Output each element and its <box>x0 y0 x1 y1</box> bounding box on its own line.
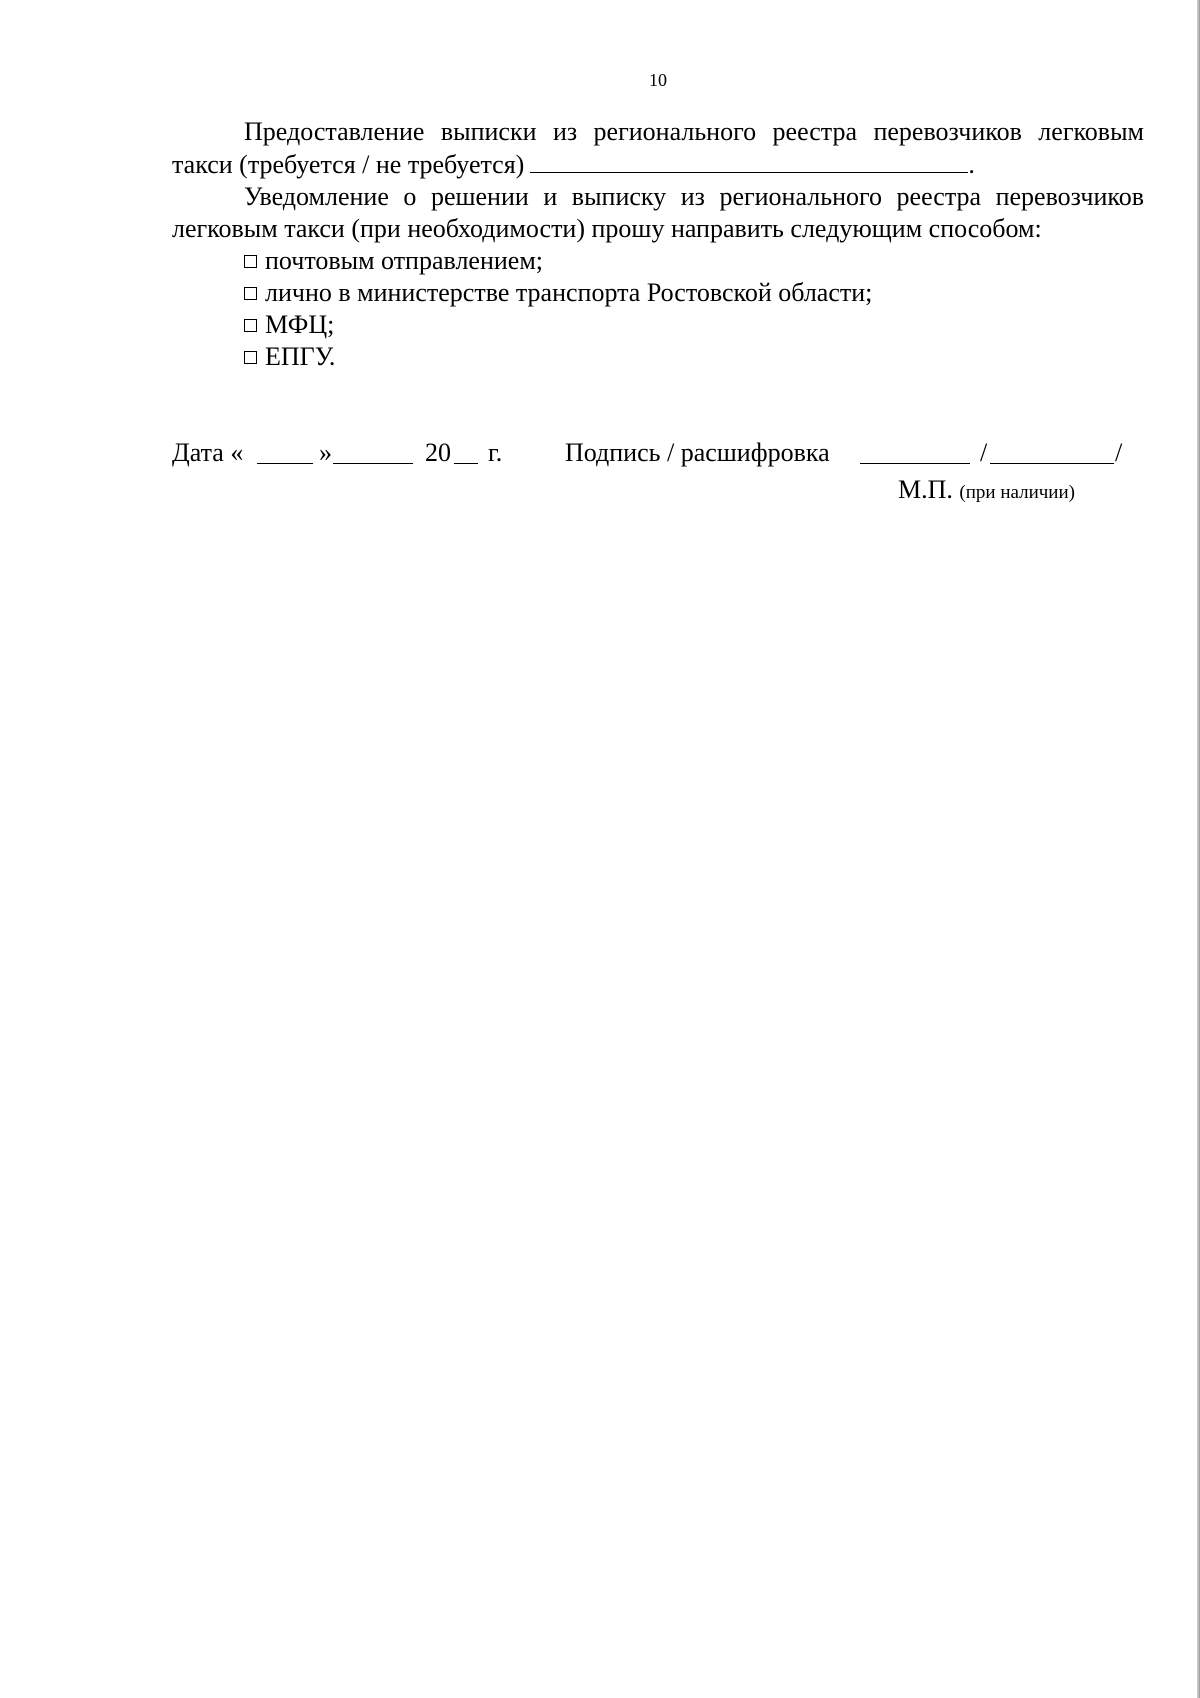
signature-field[interactable] <box>860 463 970 464</box>
checkbox-icon[interactable] <box>244 319 257 332</box>
delivery-option-ministry[interactable] <box>172 277 1144 309</box>
delivery-option-mfc[interactable] <box>172 309 1144 341</box>
extract-request-text: Предоставление выписки из регионального реестра перевозчиков легковым такси (требуется / не требуется) <box>172 117 1144 179</box>
delivery-paragraph: Уведомление о решении и выписку из регионального реестра перевозчиков легковым такси (при необходимости) прошу направить следующим способом: <box>172 182 1144 243</box>
year-prefix: 20 <box>425 438 451 467</box>
page-number: 10 <box>649 70 667 90</box>
date-year-field[interactable] <box>454 463 478 464</box>
checkbox-icon[interactable] <box>244 287 257 300</box>
signature-row <box>172 436 1132 470</box>
delivery-option-post[interactable] <box>172 245 1144 277</box>
extract-request-paragraph <box>172 116 1144 181</box>
delivery-option-epgu[interactable] <box>172 341 1144 373</box>
signature-label: Подпись / расшифровка <box>565 438 830 467</box>
signature-name-field[interactable] <box>990 463 1114 464</box>
date-day-field[interactable] <box>257 463 313 464</box>
year-suffix: г. <box>488 438 503 467</box>
extract-required-field[interactable] <box>530 148 968 173</box>
delivery-options <box>172 245 1144 373</box>
signature-slash: / <box>980 438 988 467</box>
signature-slash-end: / <box>1115 438 1123 467</box>
checkbox-icon[interactable] <box>244 255 257 268</box>
delivery-option-label: лично в министерстве транспорта Ростовской области; <box>265 278 873 307</box>
delivery-option-label: МФЦ; <box>265 310 335 339</box>
stamp-note: (при наличии) <box>959 482 1075 503</box>
delivery-option-label: почтовым отправлением; <box>265 246 544 275</box>
delivery-option-label: ЕПГУ. <box>265 342 336 371</box>
stamp-place <box>898 475 1075 508</box>
extract-request-end: . <box>968 150 975 179</box>
stamp-label: М.П. <box>898 475 953 504</box>
checkbox-icon[interactable] <box>244 351 257 364</box>
date-month-field[interactable] <box>333 463 413 464</box>
form-content <box>172 116 1144 373</box>
date-close-quote: » <box>319 438 332 467</box>
date-label: Дата « <box>172 438 244 467</box>
